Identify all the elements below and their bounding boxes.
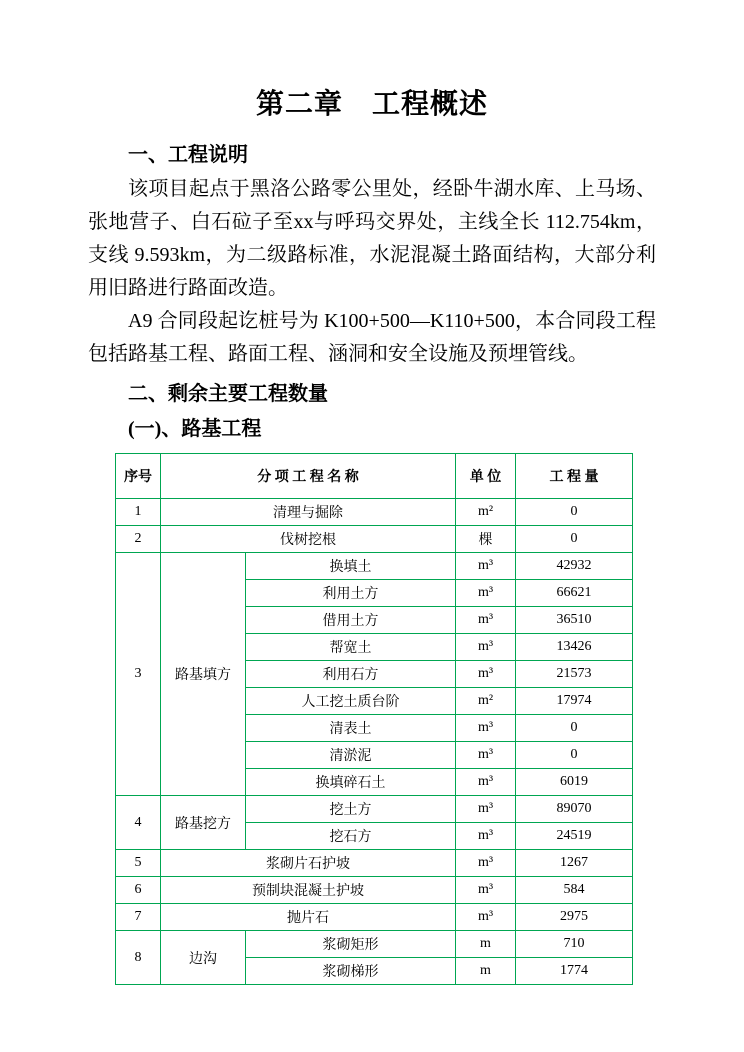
cell-item-name: 清理与掘除 <box>161 499 456 526</box>
cell-seq: 5 <box>116 850 161 877</box>
cell-unit: m <box>456 931 516 958</box>
cell-seq: 8 <box>116 931 161 985</box>
header-item-name: 分 项 工 程 名 称 <box>161 454 456 499</box>
cell-quantity: 584 <box>516 877 633 904</box>
cell-quantity: 6019 <box>516 769 633 796</box>
cell-group-name: 路基填方 <box>161 553 246 796</box>
cell-quantity: 36510 <box>516 607 633 634</box>
cell-quantity: 17974 <box>516 688 633 715</box>
cell-quantity: 710 <box>516 931 633 958</box>
cell-item-name: 人工挖土质台阶 <box>246 688 456 715</box>
section-1-heading: 一、工程说明 <box>128 144 248 166</box>
table-row <box>116 499 633 526</box>
cell-unit: 棵 <box>456 526 516 553</box>
cell-quantity: 13426 <box>516 634 633 661</box>
cell-group-name: 路基挖方 <box>161 796 246 850</box>
cell-item-name: 帮宽土 <box>246 634 456 661</box>
cell-item-name: 挖土方 <box>246 796 456 823</box>
cell-seq: 7 <box>116 904 161 931</box>
roadbed-works-table <box>115 453 633 985</box>
table-head <box>116 454 633 499</box>
cell-quantity: 66621 <box>516 580 633 607</box>
cell-unit: m³ <box>456 553 516 580</box>
subsection-roadbed-heading: (一)、路基工程 <box>128 418 262 440</box>
cell-item-name: 预制块混凝土护坡 <box>161 877 456 904</box>
cell-quantity: 0 <box>516 499 633 526</box>
section-2-heading: 二、剩余主要工程数量 <box>128 383 328 405</box>
header-seq: 序号 <box>116 454 161 499</box>
table-row <box>116 850 633 877</box>
cell-unit: m³ <box>456 715 516 742</box>
cell-item-name: 浆砌矩形 <box>246 931 456 958</box>
cell-unit: m³ <box>456 580 516 607</box>
cell-item-name: 浆砌片石护坡 <box>161 850 456 877</box>
cell-seq: 4 <box>116 796 161 850</box>
project-description-paragraph: 该项目起点于黑洛公路零公里处，经卧牛湖水库、上马场、张地营子、白石砬子至xx与呼玛交界处，主线全长 112.754km，支线 9.593km，为二级路标准，水泥混凝土路面结构，大部分利用旧路进行路面改造。 <box>88 178 656 299</box>
table-row <box>116 931 633 958</box>
cell-item-name: 浆砌梯形 <box>246 958 456 985</box>
cell-quantity: 42932 <box>516 553 633 580</box>
cell-item-name: 清表土 <box>246 715 456 742</box>
cell-unit: m³ <box>456 877 516 904</box>
cell-unit: m² <box>456 688 516 715</box>
cell-item-name: 换填碎石土 <box>246 769 456 796</box>
cell-seq: 3 <box>116 553 161 796</box>
cell-quantity: 21573 <box>516 661 633 688</box>
cell-item-name: 换填土 <box>246 553 456 580</box>
cell-unit: m³ <box>456 823 516 850</box>
cell-item-name: 借用土方 <box>246 607 456 634</box>
cell-quantity: 89070 <box>516 796 633 823</box>
cell-unit: m³ <box>456 850 516 877</box>
cell-unit: m² <box>456 499 516 526</box>
cell-item-name: 抛片石 <box>161 904 456 931</box>
chapter-title: 第二章 工程概述 <box>255 89 488 120</box>
cell-unit: m³ <box>456 904 516 931</box>
cell-unit: m³ <box>456 634 516 661</box>
cell-quantity: 2975 <box>516 904 633 931</box>
cell-seq: 1 <box>116 499 161 526</box>
cell-quantity: 0 <box>516 742 633 769</box>
table-row <box>116 877 633 904</box>
header-unit: 单 位 <box>456 454 516 499</box>
cell-group-name: 边沟 <box>161 931 246 985</box>
contract-section-paragraph: A9 合同段起讫桩号为 K100+500—K110+500，本合同段工程包括路基工程、路面工程、涵洞和安全设施及预埋管线。 <box>88 310 656 365</box>
cell-quantity: 1774 <box>516 958 633 985</box>
cell-item-name: 利用土方 <box>246 580 456 607</box>
cell-item-name: 挖石方 <box>246 823 456 850</box>
table-header-row <box>116 454 633 499</box>
cell-unit: m³ <box>456 769 516 796</box>
table-row <box>116 553 633 580</box>
cell-item-name: 清淤泥 <box>246 742 456 769</box>
table-row <box>116 526 633 553</box>
header-quantity: 工 程 量 <box>516 454 633 499</box>
cell-quantity: 24519 <box>516 823 633 850</box>
cell-quantity: 0 <box>516 715 633 742</box>
cell-unit: m³ <box>456 607 516 634</box>
cell-seq: 2 <box>116 526 161 553</box>
cell-quantity: 0 <box>516 526 633 553</box>
cell-unit: m³ <box>456 796 516 823</box>
table-row <box>116 904 633 931</box>
cell-item-name: 利用石方 <box>246 661 456 688</box>
cell-seq: 6 <box>116 877 161 904</box>
cell-unit: m³ <box>456 661 516 688</box>
cell-item-name: 伐树挖根 <box>161 526 456 553</box>
table-body <box>116 499 633 985</box>
table-row <box>116 796 633 823</box>
cell-quantity: 1267 <box>516 850 633 877</box>
cell-unit: m <box>456 958 516 985</box>
cell-unit: m³ <box>456 742 516 769</box>
